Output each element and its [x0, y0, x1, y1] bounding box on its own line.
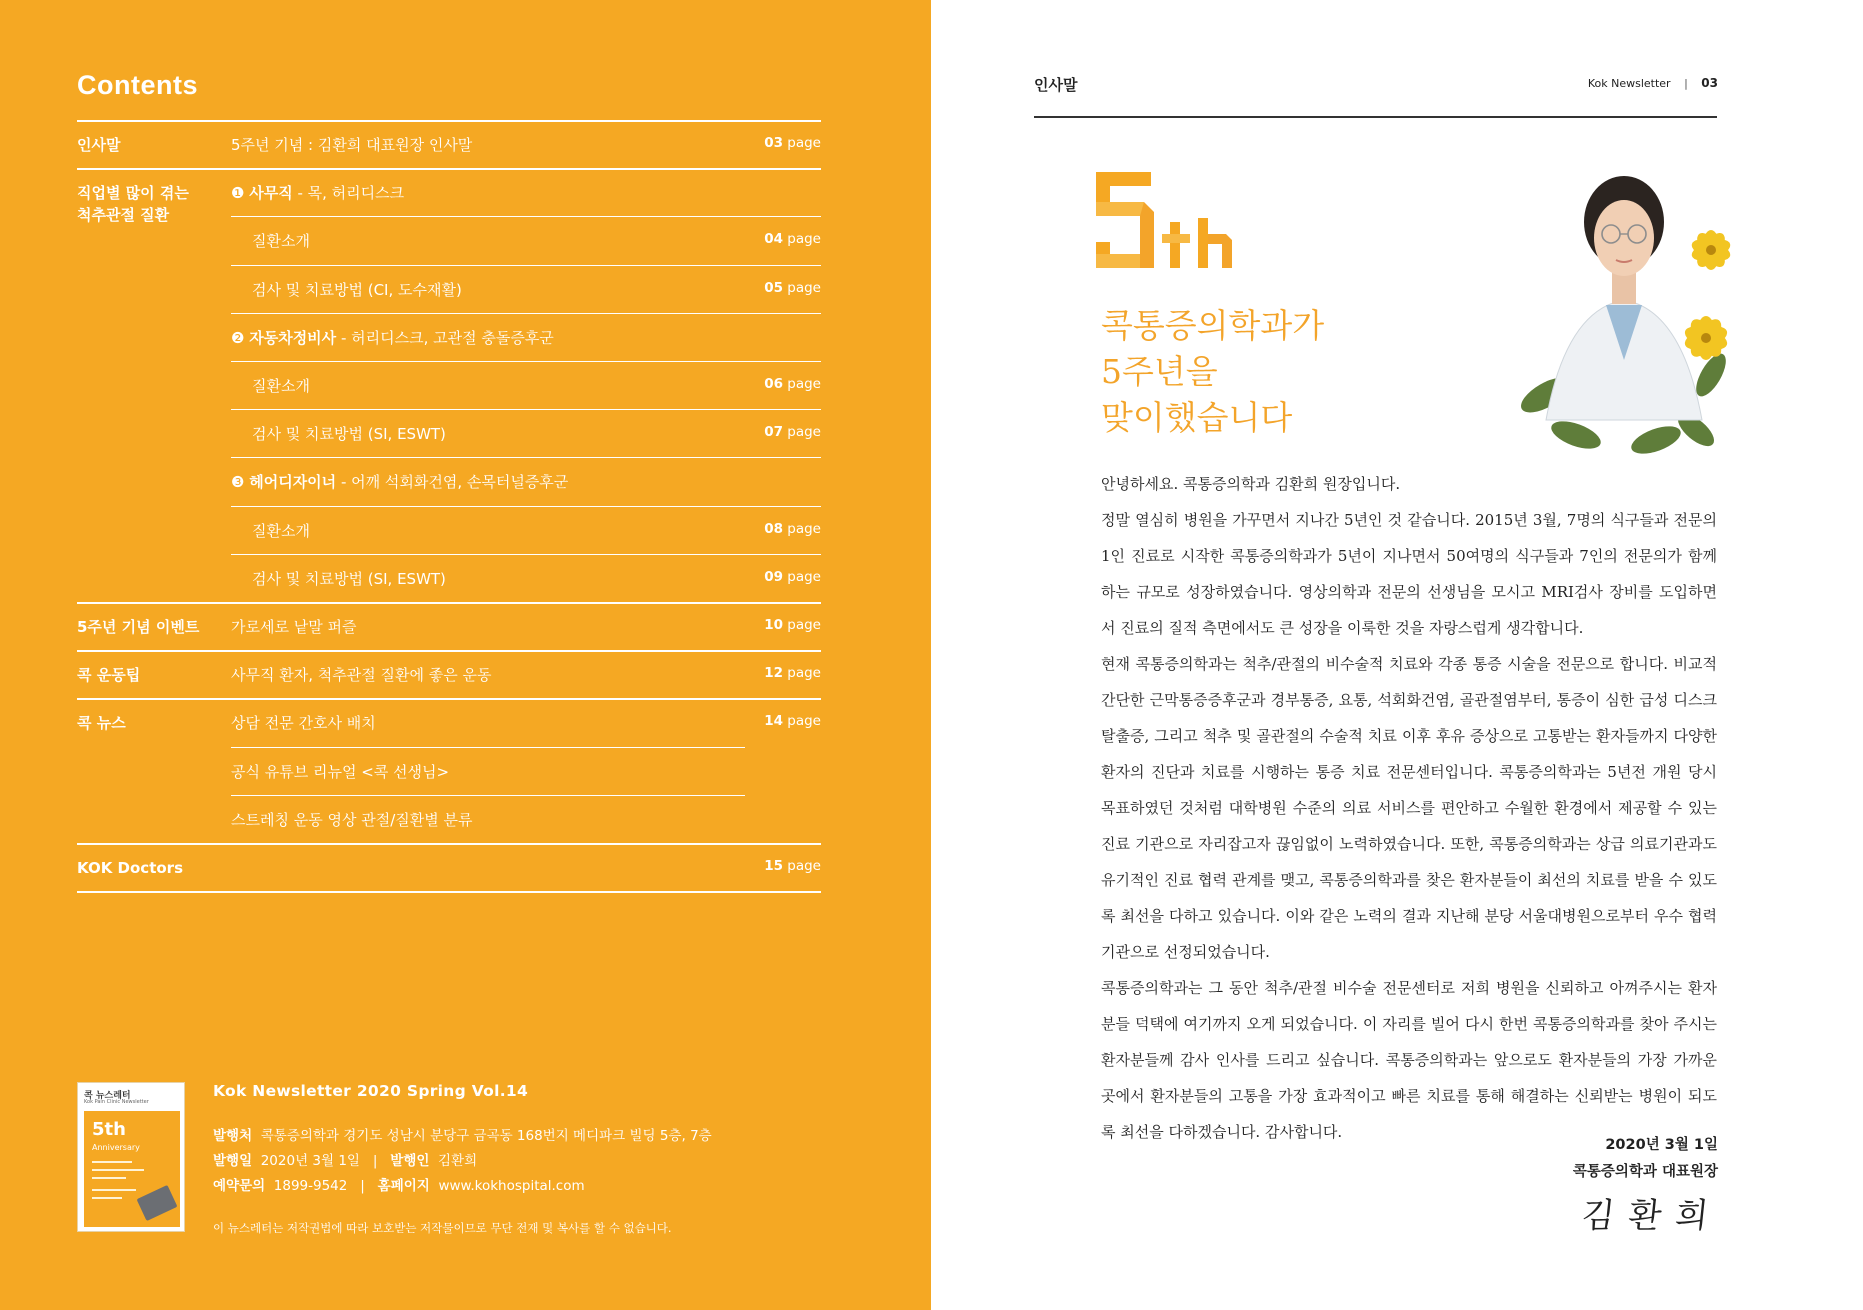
paragraph: 현재 콕통증의학과는 척추/관절의 비수술적 치료와 각종 통증 시술을 전문으로 합니다. 비교적 간단한 근막통증증후군과 경부통증, 요통, 석회화건염, 골관절염부터, 통증이 심한 급성 디스크 탈출증, 그리고 척추 및 골관절의 수술적 치료 이후 후유 증상으로 고통받는 환자들까지 다양한 환자의 진단과 치료를 시행하는 통증 치료 전문센터입니다. 콕통증의학과는 5년전 개원 당시 목표하였던 것처럼 대학병원 수준의 의료 서비스를 편안하고 수월한 환경에서 제공할 수 있는 진료 기관으로 자리잡고자 끊임없이 노력하였습니다. 또한, 콕통증의학과는 상급 의료기관과도 유기적인 진료 협력 관계를 맺고, 콕통증의학과를 찾은 환자분들이 최선의 치료를 받을 수 있도록 최선을 다하고 있습니다. 이와 같은 노력의 결과 지난해 분당 서울대병원으로부터 우수 협력 기관으로 선정되었습니다.: [1101, 655, 1717, 961]
paragraph: 안녕하세요. 콕통증의학과 김환희 원장입니다.: [1101, 475, 1401, 493]
toc-item[interactable]: 사무직 환자, 척추관절 질환에 좋은 운동: [231, 666, 492, 685]
item-number-icon: ❸: [231, 473, 250, 492]
toc-page-number: 15 page: [764, 858, 821, 874]
toc-page-number: 09 page: [764, 568, 821, 585]
toc-item[interactable]: 검사 및 치료방법 (SI, ESWT): [252, 425, 446, 444]
headline-line-1: 콕통증의학과가: [1101, 306, 1325, 345]
toc-category: 인사말: [77, 136, 121, 154]
signer-title: 콕통증의학과 대표원장: [1572, 1164, 1718, 1180]
contents-title: Contents: [77, 70, 198, 100]
thumb-anniversary: Anniversary: [92, 1143, 140, 1152]
toc-item[interactable]: 가로세로 낱말 퍼즐: [231, 618, 357, 636]
date-label: 발행일: [213, 1153, 253, 1169]
signature: 김환희: [1579, 1196, 1725, 1236]
toc-item[interactable]: 검사 및 치료방법 (CI, 도수재활): [252, 280, 462, 299]
toc-item[interactable]: 5주년 기념 : 김환희 대표원장 인사말: [231, 136, 473, 154]
contents-page: [0, 0, 931, 1310]
running-header: [1588, 76, 1718, 90]
toc-divider: [231, 409, 821, 410]
toc-divider: [77, 120, 821, 122]
thumb-subtitle: Kok Pain Clinic Newsletter: [84, 1099, 149, 1105]
toc-item[interactable]: 질환소개: [252, 521, 310, 540]
toc-item[interactable]: [231, 471, 568, 493]
job-title: 자동차정비사: [249, 328, 337, 347]
editor-label: 발행인: [390, 1153, 430, 1169]
toc-page-number: 04 page: [764, 231, 821, 248]
toc-item[interactable]: [231, 327, 554, 349]
header-brand: Kok Newsletter: [1587, 77, 1671, 90]
toc-divider: [77, 698, 821, 700]
director-portrait: [1506, 160, 1741, 460]
toc-item[interactable]: 스트레칭 운동 영상 관절/질환별 분류: [231, 810, 473, 829]
toc-divider: [231, 506, 821, 507]
date-line: [213, 1149, 477, 1169]
toc-item[interactable]: 상담 전문 간호사 배치: [231, 714, 376, 733]
section-title: 인사말: [1034, 76, 1078, 94]
toc-divider: [231, 313, 821, 314]
separator: |: [372, 1153, 378, 1169]
publisher-label: 발행처: [213, 1128, 253, 1144]
toc-item[interactable]: [231, 182, 404, 204]
job-conditions: - 허리디스크, 고관절 충돌증후군: [336, 328, 554, 347]
laptop-icon: [137, 1185, 178, 1221]
newsletter-title: Kok Newsletter 2020 Spring Vol.14: [213, 1082, 529, 1100]
thumb-title: 콕 뉴스레터: [84, 1091, 131, 1101]
thumb-cover-art: [84, 1111, 180, 1227]
editor-value: 김환희: [438, 1153, 478, 1169]
toc-page-number: 05 page: [764, 279, 821, 296]
headline-line-2: 5주년을: [1101, 352, 1218, 391]
toc-divider: [231, 216, 821, 217]
copyright-notice: 이 뉴스레터는 저작권법에 따라 보호받는 저작물이므로 무단 전재 및 복사를 할 수 없습니다.: [213, 1221, 672, 1235]
toc-divider: [77, 168, 821, 170]
toc-page-number: 12 page: [764, 665, 821, 682]
job-conditions: - 목, 허리디스크: [292, 184, 405, 203]
job-title: 사무직: [249, 184, 293, 203]
toc-divider: [77, 891, 821, 893]
toc-divider: [77, 843, 821, 845]
job-title: 헤어디자이너: [249, 473, 337, 492]
toc-page-number: 10 page: [764, 617, 821, 633]
separator: |: [360, 1178, 365, 1194]
toc-page-number: 03 page: [764, 135, 821, 151]
homepage-label: 홈페이지: [377, 1178, 430, 1194]
headline-line-3: 맞이했습니다: [1101, 398, 1293, 437]
homepage-link[interactable]: www.kokhospital.com: [438, 1178, 585, 1194]
header-rule: [1034, 116, 1717, 118]
toc-divider: [231, 795, 745, 796]
item-number-icon: ❶: [231, 184, 250, 203]
contact-line: [213, 1174, 585, 1194]
reservation-value: 1899-9542: [273, 1178, 348, 1194]
fifth-anniversary-mark: [1096, 172, 1246, 286]
toc-item[interactable]: 질환소개: [252, 232, 310, 251]
toc-divider: [77, 650, 821, 652]
toc-item[interactable]: 질환소개: [252, 377, 310, 395]
reservation-label: 예약문의: [213, 1178, 266, 1194]
toc-page-number: 06 page: [764, 376, 821, 392]
toc-page-number: 14 page: [764, 713, 821, 730]
toc-divider: [231, 747, 745, 748]
toc-page-number: 08 page: [764, 520, 821, 537]
toc-category: 직업별 많이 겪는 척추관절 질환: [77, 184, 189, 225]
toc-divider: [77, 602, 821, 604]
toc-divider: [231, 554, 821, 555]
paragraph: 콕통증의학과는 그 동안 척추/관절 비수술 전문센터로 저희 병원을 신뢰하고 아껴주시는 환자분들 덕택에 여기까지 오게 되었습니다. 이 자리를 빌어 다시 한번 콕통증의학과를 찾아 주시는 환자분들께 감사 인사를 드리고 싶습니다. 콕통증의학과는 앞으로도 환자분들의 가장 가까운 곳에서 환자분들의 고통을 가장 효과적이고 빠른 치료를 통해 해결하는 신뢰받는 병원이 되도록 최선을 다하겠습니다. 감사합니다.: [1101, 979, 1717, 1141]
toc-category: 콕 운동팁: [77, 666, 141, 685]
toc-divider: [231, 265, 821, 266]
toc-category: 콕 뉴스: [77, 714, 126, 733]
thumb-5th: 5th: [92, 1119, 126, 1140]
item-number-icon: ❷: [231, 328, 250, 347]
date-value: 2020년 3월 1일: [260, 1153, 360, 1169]
publisher-line: [213, 1124, 712, 1144]
greeting-body: [1101, 466, 1717, 1150]
greeting-date: 2020년 3월 1일: [1605, 1137, 1718, 1153]
paragraph: 정말 열심히 병원을 가꾸면서 지나간 5년인 것 같습니다. 2015년 3월, 7명의 식구들과 전문의 1인 진료로 시작한 콕통증의학과가 5년이 지나면서 50여명의 식구들과 7인의 전문의가 함께 하는 규모로 성장하였습니다. 영상의학과 전문의 선생님을 모시고 MRI검사 장비를 도입하면서 진료의 질적 측면에서도 큰 성장을 이룩한 것을 자랑스럽게 생각합니다.: [1101, 511, 1717, 637]
toc-category: 5주년 기념 이벤트: [77, 618, 200, 636]
job-conditions: - 어깨 석회화건염, 손목터널증후군: [336, 473, 569, 492]
toc-page-number: 07 page: [764, 424, 821, 441]
headline: [1101, 303, 1324, 441]
header-separator: |: [1684, 77, 1688, 90]
toc-divider: [231, 361, 821, 362]
toc-category: KOK Doctors: [77, 859, 183, 877]
page-number: 03: [1701, 76, 1718, 90]
toc-divider: [231, 457, 821, 458]
toc-item[interactable]: 공식 유튜브 리뉴얼 <콕 선생님>: [231, 762, 450, 781]
publisher-value: 콕통증의학과 경기도 성남시 분당구 금곡동 168번지 메디파크 빌딩 5층, 7층: [260, 1128, 712, 1144]
newsletter-cover-thumbnail: [77, 1082, 185, 1232]
toc-item[interactable]: 검사 및 치료방법 (SI, ESWT): [252, 569, 446, 588]
greeting-page: [931, 0, 1863, 1310]
